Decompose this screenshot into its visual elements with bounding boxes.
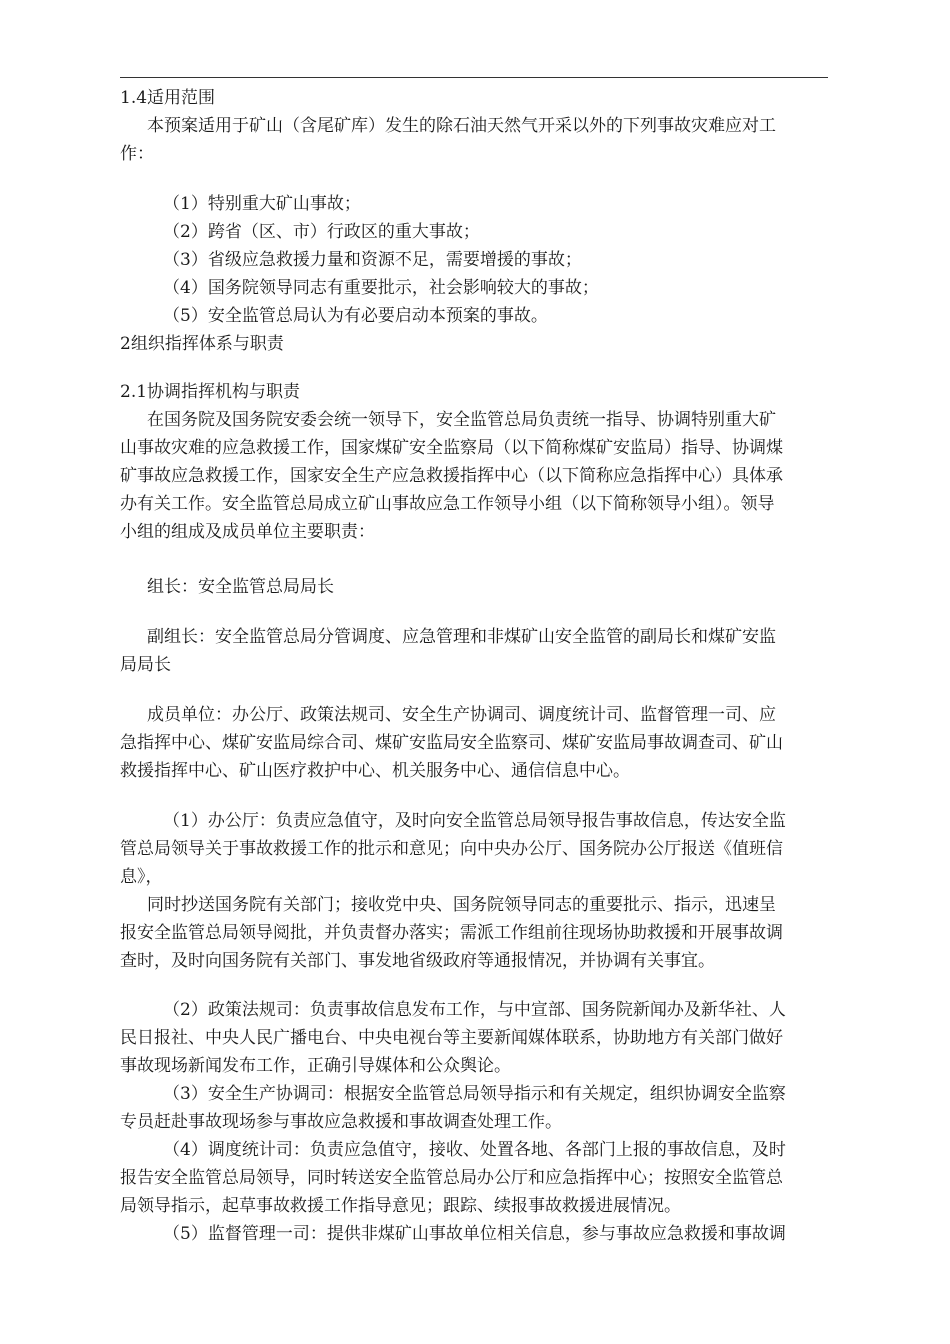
paragraph-line: 山事故灾难的应急救援工作，国家煤矿安全监察局（以下简称煤矿安监局）指导、协调煤	[120, 438, 783, 458]
deputy-line: 局局长	[120, 655, 171, 675]
paragraph-line: 小组的组成及成员单位主要职责：	[120, 522, 375, 542]
duty-line: 同时抄送国务院有关部门；接收党中央、国务院领导同志的重要批示、指示，迅速呈	[147, 895, 776, 915]
list-item: （4）国务院领导同志有重要批示，社会影响较大的事故；	[163, 278, 599, 298]
list-item: （1）特别重大矿山事故；	[163, 194, 361, 214]
duty-line: 管总局领导关于事故救援工作的批示和意见；向中央办公厅、国务院办公厅报送《值班信	[120, 839, 783, 859]
duty-line: 事故现场新闻发布工作，正确引导媒体和公众舆论。	[120, 1056, 511, 1076]
duty-line: 民日报社、中央人民广播电台、中央电视台等主要新闻媒体联系，协助地方有关部门做好	[120, 1028, 783, 1048]
members-line: 成员单位：办公厅、政策法规司、安全生产协调司、调度统计司、监督管理一司、应	[147, 705, 776, 725]
duty-line: 息》，	[120, 867, 163, 887]
duty-line: （5）监督管理一司：提供非煤矿山事故单位相关信息，参与事故应急救援和事故调	[163, 1224, 786, 1244]
members-line: 救援指挥中心、矿山医疗救护中心、机关服务中心、通信信息中心。	[120, 761, 630, 781]
paragraph-line: 作：	[120, 144, 154, 164]
paragraph-line: 本预案适用于矿山（含尾矿库）发生的除石油天然气开采以外的下列事故灾难应对工	[147, 116, 776, 136]
list-item: （2）跨省（区、市）行政区的重大事故；	[163, 222, 480, 242]
list-item: （3）省级应急救援力量和资源不足，需要增援的事故；	[163, 250, 582, 270]
duty-line: 查时，及时向国务院有关部门、事发地省级政府等通报情况，并协调有关事宜。	[120, 951, 715, 971]
duty-line: 报安全监管总局领导阅批，并负责督办落实；需派工作组前往现场协助救援和开展事故调	[120, 923, 783, 943]
duty-line: 专员赶赴事故现场参与事故应急救援和事故调查处理工作。	[120, 1112, 562, 1132]
section-2-title: 2组织指挥体系与职责	[120, 334, 284, 354]
header-rule	[120, 77, 828, 78]
duty-line: （2）政策法规司：负责事故信息发布工作，与中宣部、国务院新闻办及新华社、人	[163, 1000, 786, 1020]
section-2-1-title: 2.1协调指挥机构与职责	[120, 382, 301, 402]
list-item: （5）安全监管总局认为有必要启动本预案的事故。	[163, 306, 548, 326]
paragraph-line: 办有关工作。安全监管总局成立矿山事故应急工作领导小组（以下简称领导小组）。领导	[120, 494, 775, 514]
section-1-4-title: 1.4适用范围	[120, 88, 216, 108]
duty-line: （3）安全生产协调司：根据安全监管总局领导指示和有关规定，组织协调安全监察	[163, 1084, 786, 1104]
duty-line: （4）调度统计司：负责应急值守，接收、处置各地、各部门上报的事故信息，及时	[163, 1140, 786, 1160]
duty-line: 局领导指示，起草事故救援工作指导意见；跟踪、续报事故救援进展情况。	[120, 1196, 681, 1216]
paragraph-line: 在国务院及国务院安委会统一领导下，安全监管总局负责统一指导、协调特别重大矿	[147, 410, 776, 430]
duty-line: 报告安全监管总局领导，同时转送安全监管总局办公厅和应急指挥中心；按照安全监管总	[120, 1168, 783, 1188]
deputy-line: 副组长：安全监管总局分管调度、应急管理和非煤矿山安全监管的副局长和煤矿安监	[147, 627, 776, 647]
paragraph-line: 矿事故应急救援工作，国家安全生产应急救援指挥中心（以下简称应急指挥中心）具体承	[120, 466, 783, 486]
leader-line: 组长：安全监管总局局长	[147, 577, 334, 597]
duty-line: （1）办公厅：负责应急值守，及时向安全监管总局领导报告事故信息，传达安全监	[163, 811, 786, 831]
members-line: 急指挥中心、煤矿安监局综合司、煤矿安监局安全监察司、煤矿安监局事故调查司、矿山	[120, 733, 783, 753]
